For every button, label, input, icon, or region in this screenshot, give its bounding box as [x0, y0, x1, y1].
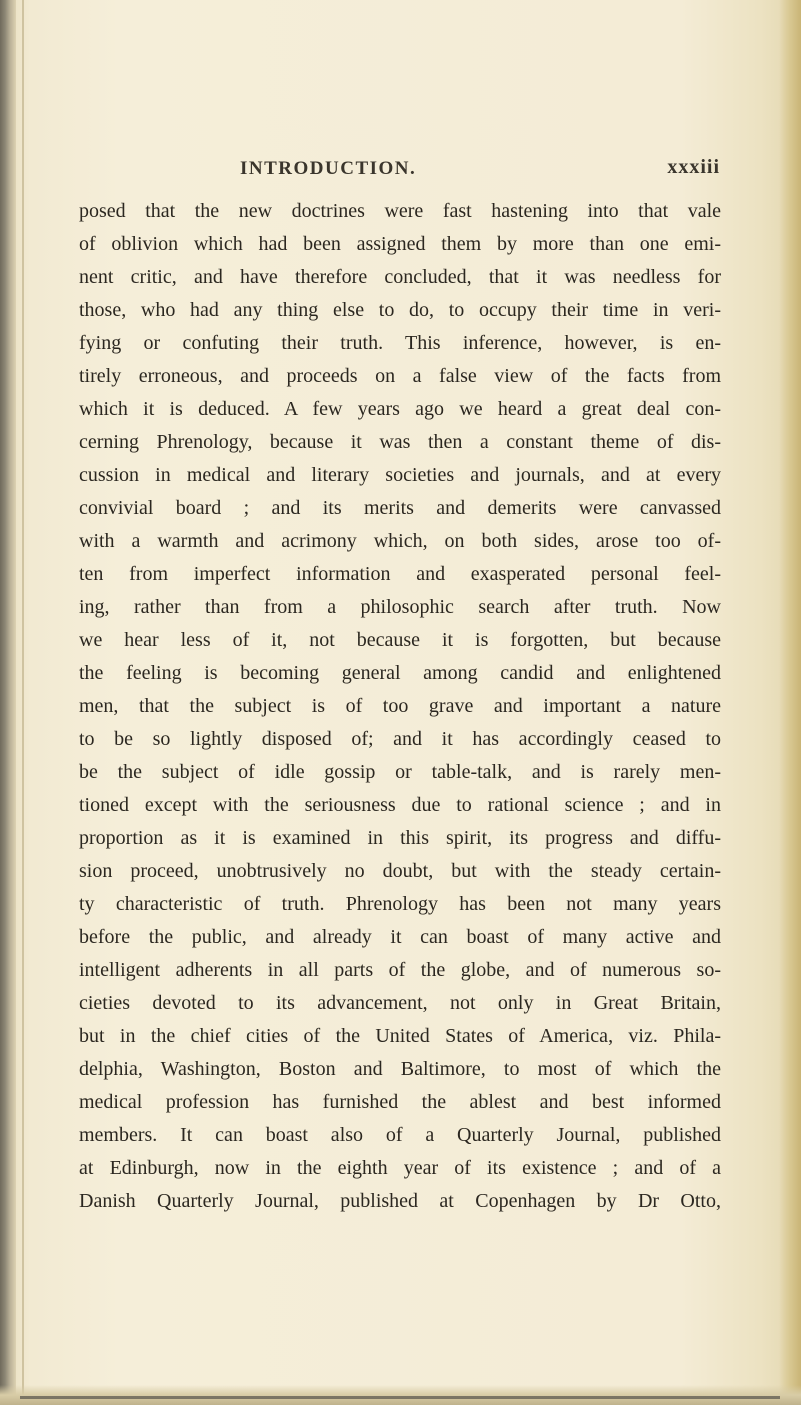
bottom-rule: [20, 1396, 780, 1399]
text-line: with a warmth and acrimony which, on both sides, arose too of-: [79, 530, 721, 552]
text-line: to be so lightly disposed of; and it has accordingly ceased to: [79, 728, 721, 750]
text-line: ing, rather than from a philosophic search after truth. Now: [79, 596, 721, 618]
body-text: [79, 195, 721, 1218]
text-line: we hear less of it, not because it is forgotten, but because: [79, 629, 721, 651]
gutter-fold-line: [22, 0, 24, 1405]
text-line: those, who had any thing else to do, to occupy their time in veri-: [79, 299, 721, 321]
text-line: at Edinburgh, now in the eighth year of its existence ; and of a: [79, 1157, 721, 1179]
text-line: delphia, Washington, Boston and Baltimore, to most of which the: [79, 1058, 721, 1080]
text-line: sion proceed, unobtrusively no doubt, but with the steady certain-: [79, 860, 721, 882]
text-line: cieties devoted to its advancement, not only in Great Britain,: [79, 992, 721, 1014]
text-line: members. It can boast also of a Quarterly Journal, published: [79, 1124, 721, 1146]
text-line: intelligent adherents in all parts of the globe, and of numerous so-: [79, 959, 721, 981]
text-line: cerning Phrenology, because it was then a constant theme of dis-: [79, 431, 721, 453]
running-head: INTRODUCTION.: [240, 158, 417, 179]
text-line: convivial board ; and its merits and demerits were canvassed: [79, 497, 721, 519]
text-line: tioned except with the seriousness due to rational science ; and in: [79, 794, 721, 816]
page-number: xxxiii: [667, 156, 720, 178]
text-line: tirely erroneous, and proceeds on a false view of the facts from: [79, 365, 721, 387]
binding-gutter: [0, 0, 16, 1405]
page-edge-right: [779, 0, 801, 1405]
text-line: but in the chief cities of the United States of America, viz. Phila-: [79, 1025, 721, 1047]
text-line: of oblivion which had been assigned them by more than one emi-: [79, 233, 721, 255]
text-line: be the subject of idle gossip or table-talk, and is rarely men-: [79, 761, 721, 783]
text-line: which it is deduced. A few years ago we heard a great deal con-: [79, 398, 721, 420]
page-header: [240, 158, 720, 188]
text-line: ten from imperfect information and exasperated personal feel-: [79, 563, 721, 585]
text-line: men, that the subject is of too grave and important a nature: [79, 695, 721, 717]
text-line: before the public, and already it can boast of many active and: [79, 926, 721, 948]
text-line: medical profession has furnished the ablest and best informed: [79, 1091, 721, 1113]
text-line: ty characteristic of truth. Phrenology has been not many years: [79, 893, 721, 915]
text-line: cussion in medical and literary societies and journals, and at every: [79, 464, 721, 486]
text-line: the feeling is becoming general among candid and enlightened: [79, 662, 721, 684]
text-line: nent critic, and have therefore concluded, that it was needless for: [79, 266, 721, 288]
text-line: posed that the new doctrines were fast hastening into that vale: [79, 200, 721, 222]
text-line: proportion as it is examined in this spirit, its progress and diffu-: [79, 827, 721, 849]
page-edge-bottom: [0, 1385, 801, 1405]
text-line: Danish Quarterly Journal, published at Copenhagen by Dr Otto,: [79, 1190, 721, 1212]
text-line: fying or confuting their truth. This inference, however, is en-: [79, 332, 721, 354]
